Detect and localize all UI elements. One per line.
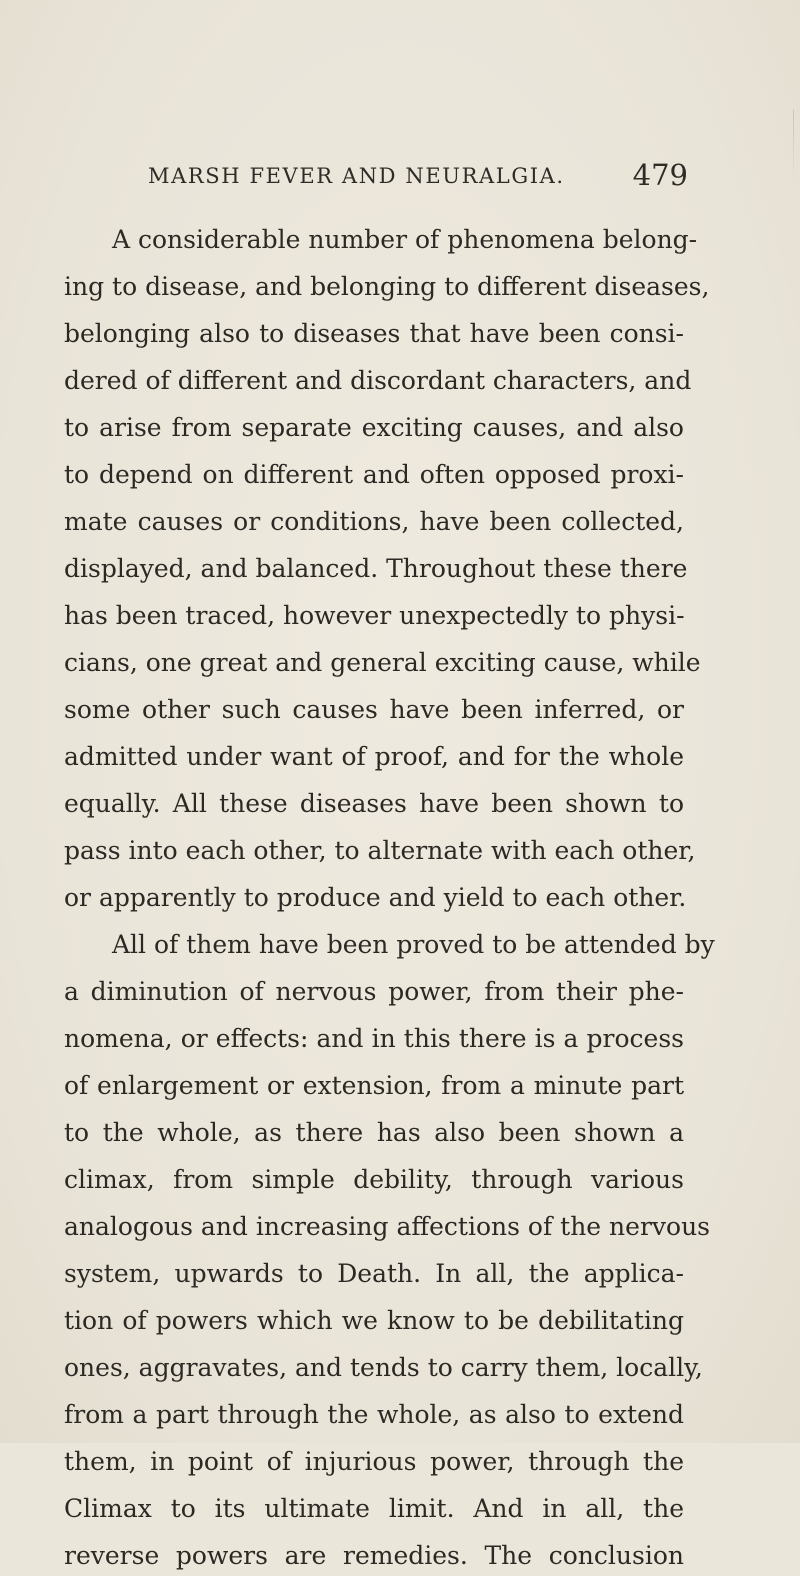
page-edge-shadow <box>793 110 794 180</box>
text-line: displayed, and balanced. Throughout these there <box>64 554 688 583</box>
text-line: nomena, or effects: and in this there is a process <box>64 1024 684 1053</box>
text-line: ones, aggravates, and tends to carry them, locally, <box>64 1353 703 1382</box>
text-line: to depend on different and often opposed proxi- <box>64 460 684 489</box>
text-line: ing to disease, and belonging to different diseases, <box>64 272 710 301</box>
text-line: a diminution of nervous power, from their phe- <box>64 977 684 1006</box>
text-line: mate causes or conditions, have been collected, <box>64 507 684 536</box>
text-line: system, upwards to Death. In all, the applica- <box>64 1259 684 1288</box>
text-line: equally. All these diseases have been shown to <box>64 789 684 818</box>
text-line: A considerable number of phenomena belong- <box>112 225 698 254</box>
text-line: has been traced, however unexpectedly to physi- <box>64 601 685 630</box>
page-number: 479 <box>632 158 688 192</box>
text-line: dered of different and discordant characters, and <box>64 366 692 395</box>
text-line: from a part through the whole, as also to extend <box>64 1400 684 1429</box>
text-line: some other such causes have been inferred, or <box>64 695 684 724</box>
text-line: cians, one great and general exciting cause, while <box>64 648 701 677</box>
text-line: of enlargement or extension, from a minute part <box>64 1071 684 1100</box>
text-line: pass into each other, to alternate with each other, <box>64 836 696 865</box>
text-line: analogous and increasing affections of the nervous <box>64 1212 710 1241</box>
text-line: to arise from separate exciting causes, and also <box>64 413 684 442</box>
text-line: admitted under want of proof, and for the whole <box>64 742 684 771</box>
text-line: to the whole, as there has also been shown a <box>64 1118 684 1147</box>
text-line: All of them have been proved to be attended by <box>112 930 715 959</box>
text-line: belonging also to diseases that have been consi- <box>64 319 684 348</box>
text-line: tion of powers which we know to be debilitating <box>64 1306 684 1335</box>
text-line: climax, from simple debility, through various <box>64 1165 684 1194</box>
text-line: them, in point of injurious power, through the <box>64 1447 684 1476</box>
running-title: MARSH FEVER AND NEURALGIA. <box>148 164 565 188</box>
text-line: or apparently to produce and yield to each other. <box>64 883 687 912</box>
text-line: Climax to its ultimate limit. And in all, the <box>64 1494 684 1523</box>
running-head <box>148 158 688 198</box>
text-line: reverse powers are remedies. The conclusion <box>64 1541 684 1570</box>
